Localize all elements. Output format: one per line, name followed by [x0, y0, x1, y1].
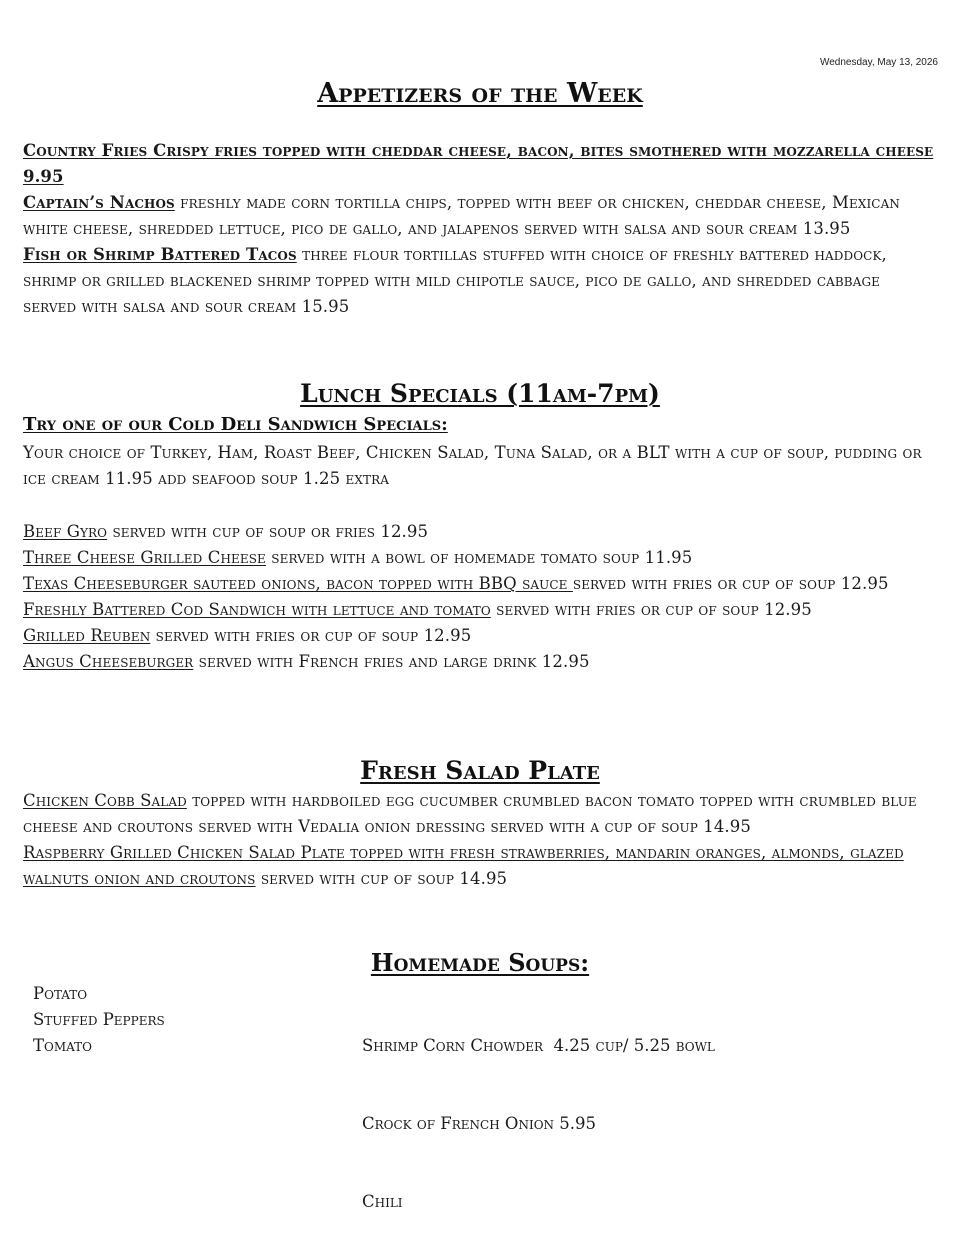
salad-item-desc: topped with hardboiled egg cucumber crumbled bacon tomato topped with crumbled blue cheese and croutons served with Vedalia onion dressing served with a cup of soup 14.95 [23, 791, 917, 836]
lunch-item-name: Texas Cheeseburger sauteed onions, bacon topped with BBQ sauce [23, 574, 573, 593]
lunch-list [23, 519, 938, 675]
lunch-item [23, 571, 938, 597]
lunch-item-name: Three Cheese Grilled Cheese [23, 548, 266, 567]
appetizer-desc: three flour tortillas stuffed with choice of freshly battered haddock, shrimp or grilled blackened shrimp topped with mild chipotle sauce, pico de gallo, and shredded cabbage served with salsa and sour cream 15.95 [23, 245, 887, 316]
lunch-item-desc: served with fries or cup of soup 12.95 [150, 626, 472, 645]
deli-description: Your choice of Turkey, Ham, Roast Beef, Chicken Salad, Tuna Salad, or a BLT with a cup of soup, pudding or ice cream 11.95 add seafood soup 1.25 extra [23, 443, 922, 488]
soups-heading: Homemade Soups: [370, 948, 590, 977]
salad-item [23, 788, 938, 840]
lunch-item [23, 649, 938, 675]
lunch-item-name: Beef Gyro [23, 522, 108, 541]
deli-subheading: Try one of our Cold Deli Sandwich Specials: [23, 414, 448, 435]
appetizers-heading: Appetizers of the Week [317, 78, 643, 109]
soup-item: Potato [33, 984, 88, 1003]
lunch-item [23, 623, 938, 649]
lunch-item-name: Freshly Battered Cod Sandwich with lettuce and tomato [23, 600, 491, 619]
lunch-item-desc: served with a bowl of homemade tomato soup 11.95 [265, 548, 693, 567]
appetizer-name: Country Fries [23, 141, 148, 160]
appetizer-name: Fish or Shrimp Battered Tacos [23, 245, 297, 264]
lunch-item-desc: served with fries or cup of soup 12.95 [572, 574, 889, 593]
soup-item: Chili [362, 1192, 403, 1211]
appetizer-item [23, 138, 938, 190]
salad-item-name: Chicken Cobb Salad [23, 791, 187, 810]
soup-item: Tomato [33, 1036, 92, 1055]
lunch-item-name: Grilled Reuben [23, 626, 151, 645]
soups-left-column [33, 981, 333, 1059]
lunch-item-desc: served with cup of soup or fries 12.95 [107, 522, 429, 541]
menu-date: Wednesday, May 13, 2026 [819, 57, 938, 68]
appetizer-item [23, 242, 938, 320]
soups-right-column [362, 981, 922, 1241]
soup-item: Shrimp Corn Chowder 4.25 cup/ 5.25 bowl [362, 1036, 715, 1055]
lunch-item-desc: served with fries or cup of soup 12.95 [490, 600, 812, 619]
soup-item: Stuffed Peppers [33, 1010, 165, 1029]
salad-item [23, 840, 938, 892]
lunch-item [23, 545, 938, 571]
appetizer-name: Captain’s Nachos [23, 193, 175, 212]
lunch-item [23, 519, 938, 545]
lunch-heading: Lunch Specials (11am-7pm) [300, 379, 660, 408]
lunch-item-name: Angus Cheeseburger [23, 652, 194, 671]
salad-list [23, 788, 938, 892]
soup-item: Crock of French Onion 5.95 [362, 1114, 597, 1133]
appetizer-desc: freshly made corn tortilla chips, topped with beef or chicken, cheddar cheese, Mexican white cheese, shredded lettuce, pico de gallo, and jalapenos served with salsa and sour cream 13.95 [23, 193, 900, 238]
lunch-item-desc: served with French fries and large drink 12.95 [193, 652, 590, 671]
appetizers-list [23, 138, 938, 320]
lunch-item [23, 597, 938, 623]
salad-item-name: Raspberry Grilled Chicken Salad Plate topped with fresh strawberries, mandarin oranges, almonds, glazed walnuts onion and croutons [23, 843, 904, 888]
appetizer-item [23, 190, 938, 242]
salad-heading: Fresh Salad Plate [360, 756, 600, 785]
salad-item-desc: served with cup of soup 14.95 [255, 869, 508, 888]
appetizer-desc: Crispy fries topped with cheddar cheese, bacon, bites smothered with mozzarella cheese 9.95 [23, 141, 934, 186]
